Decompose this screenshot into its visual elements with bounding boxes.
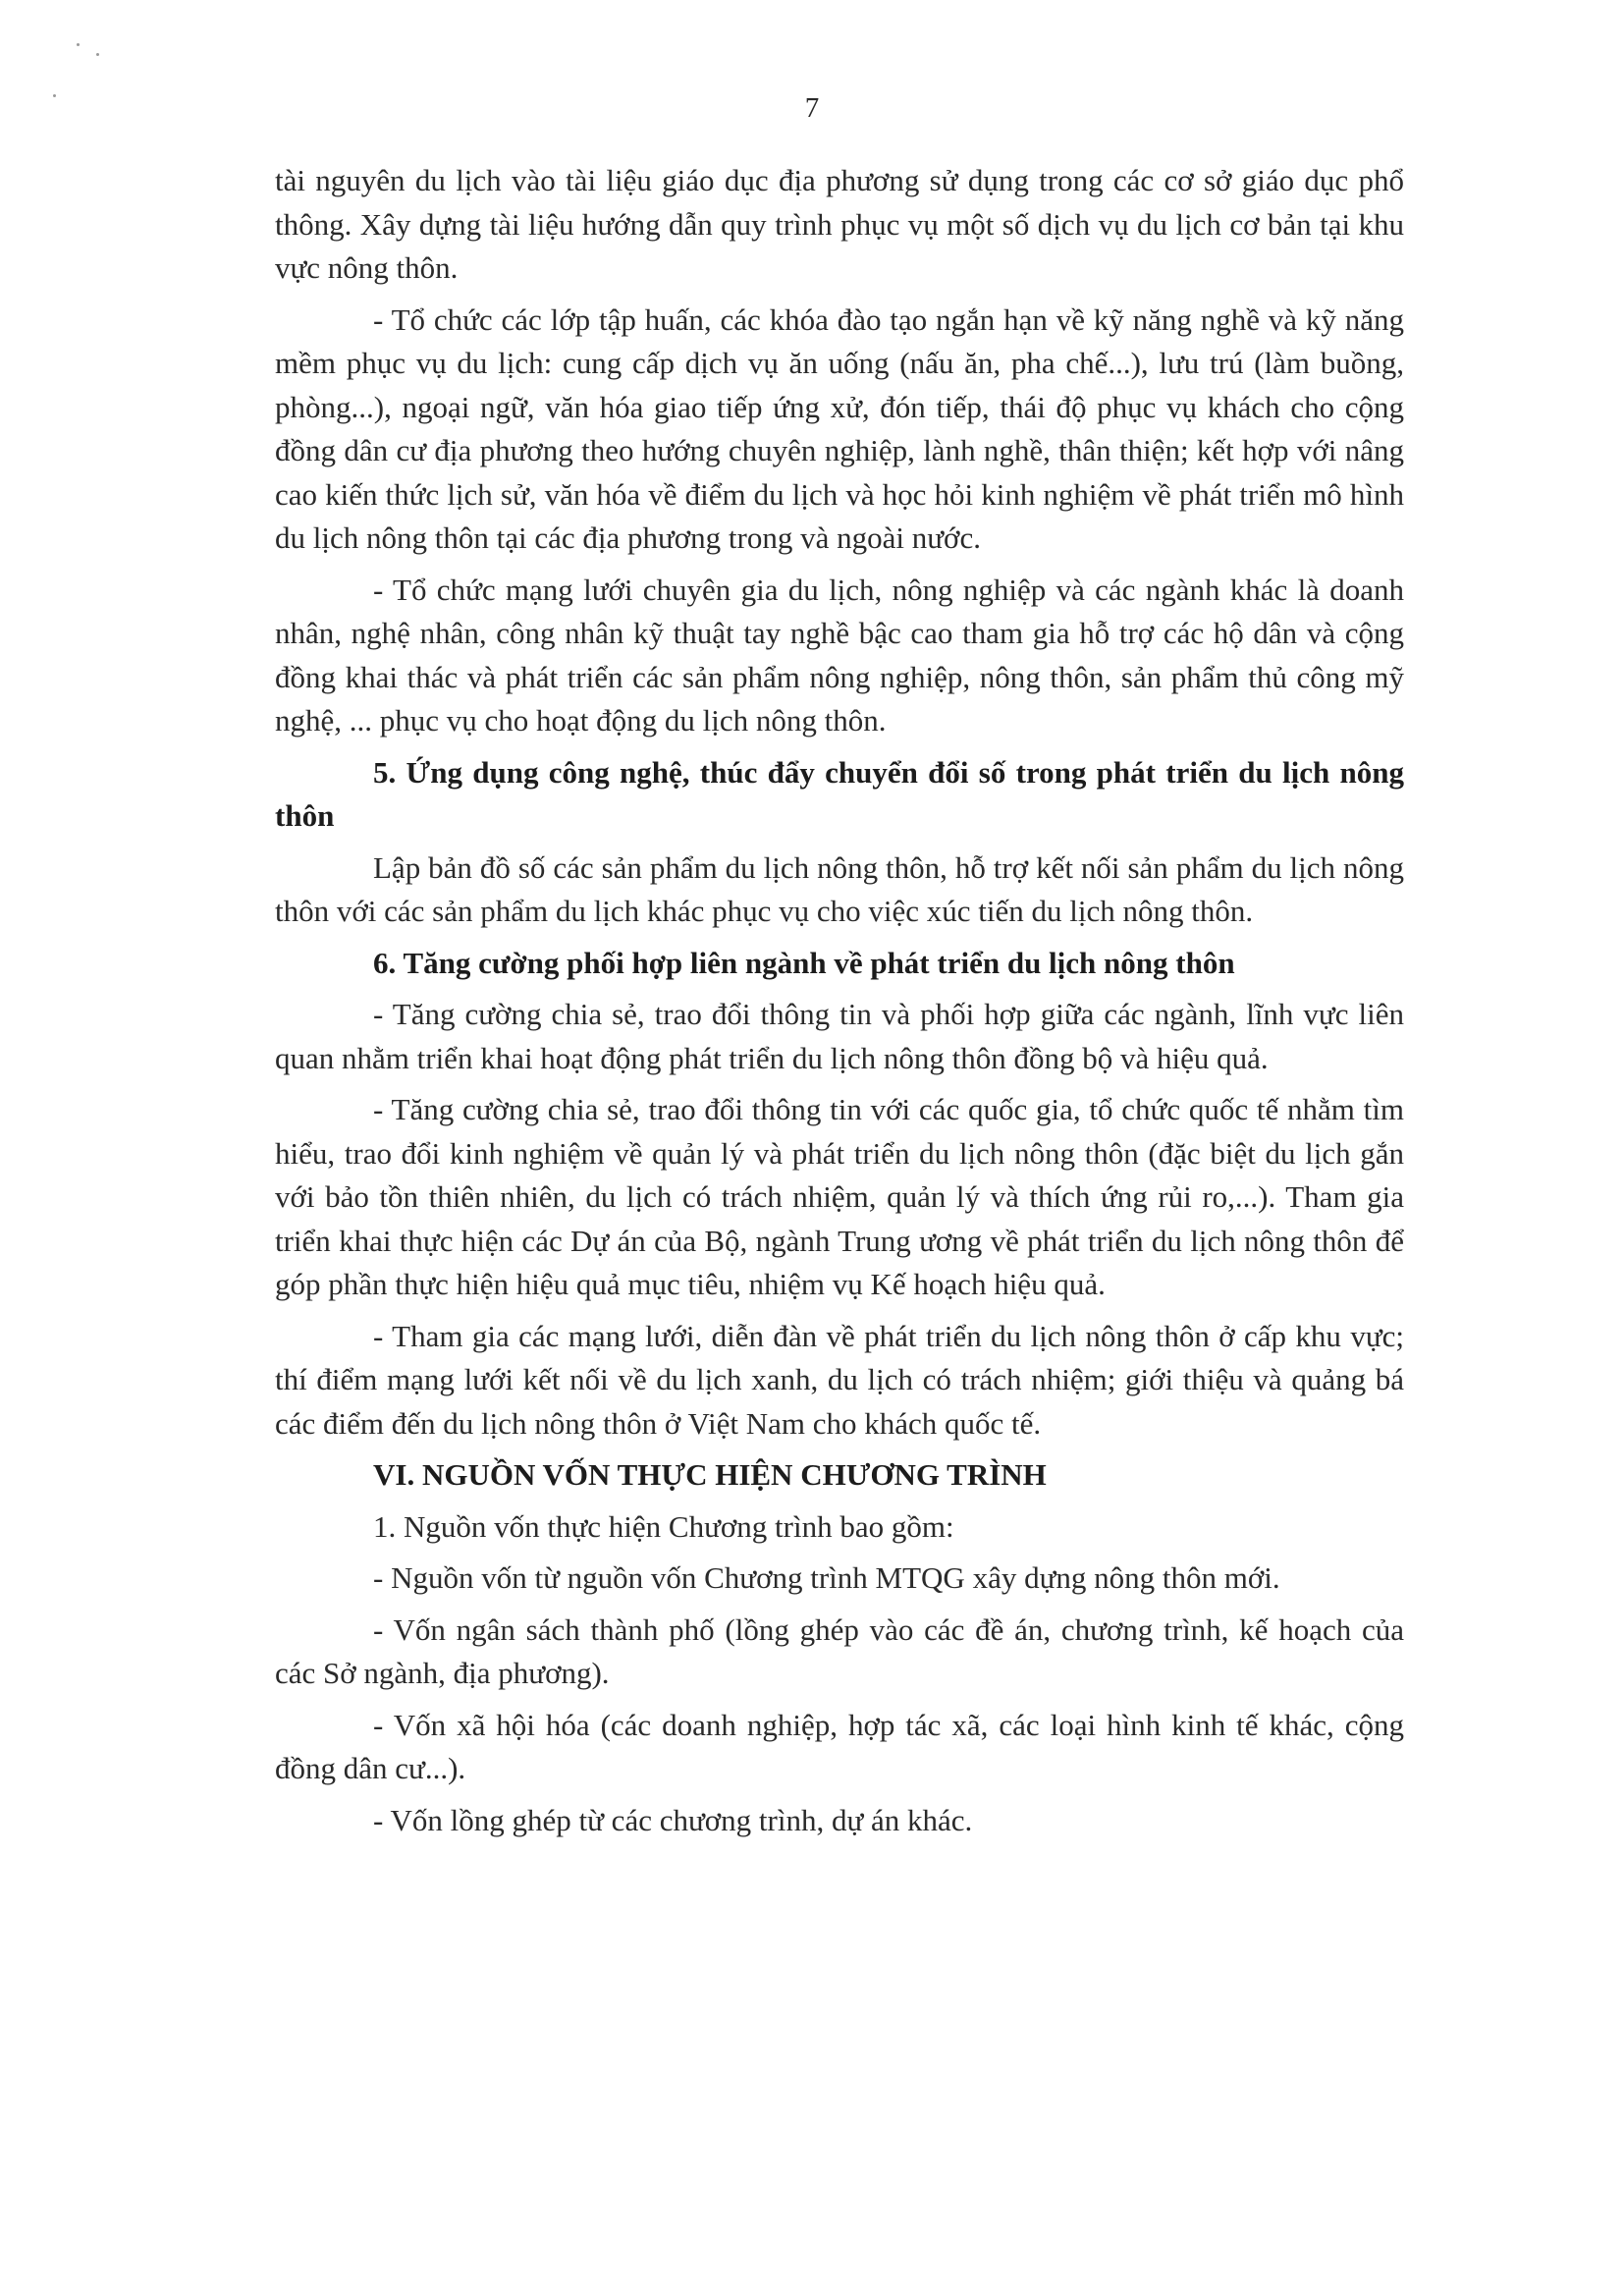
paragraph-network-participation: - Tham gia các mạng lưới, diễn đàn về phát triển du lịch nông thôn ở cấp khu vực; thí điểm mạng lưới kết nối về du lịch xanh, du lịch có trách nhiệm; giới thiệu và quảng bá các điểm đến du lịch nông thôn ở Việt Nam cho khách quốc tế. — [275, 1318, 1404, 1441]
paragraph-digital-map: Lập bản đồ số các sản phẩm du lịch nông thôn, hỗ trợ kết nối sản phẩm du lịch nông thôn với các sản phẩm du lịch khác phục vụ cho việc xúc tiến du lịch nông thôn. — [275, 849, 1404, 928]
list-item-city-budget: - Vốn ngân sách thành phố (lồng ghép vào các đề án, chương trình, kế hoạch của các Sở ngành, địa phương). — [275, 1611, 1404, 1690]
section-heading-interagency-coordination: 6. Tăng cường phối hợp liên ngành về phát triển du lịch nông thôn — [373, 945, 1235, 980]
paragraph-information-sharing: - Tăng cường chia sẻ, trao đổi thông tin và phối hợp giữa các ngành, lĩnh vực liên quan nhằm triển khai hoạt động phát triển du lịch nông thôn đồng bộ và hiệu quả. — [275, 997, 1404, 1075]
list-item-mtqg-funding: - Nguồn vốn từ nguồn vốn Chương trình MTQG xây dựng nông thôn mới. — [373, 1560, 1280, 1595]
section-heading-funding-sources: VI. NGUỒN VỐN THỰC HIỆN CHƯƠNG TRÌNH — [373, 1457, 1047, 1492]
paragraph-international-exchange: - Tăng cường chia sẻ, trao đổi thông tin với các quốc gia, tổ chức quốc tế nhằm tìm hiểu, trao đổi kinh nghiệm về quản lý và phát triển du lịch nông thôn (đặc biệt du lịch gắn với bảo tồn thiên nhiên, du lịch có trách nhiệm, quản lý và thích ứng rủi ro,...). Tham gia triển khai thực hiện các Dự án của Bộ, ngành Trung ương về phát triển du lịch nông thôn để góp phần thực hiện hiệu quả mục tiêu, nhiệm vụ Kế hoạch hiệu quả. — [275, 1092, 1404, 1301]
section-heading-digital-transformation: 5. Ứng dụng công nghệ, thúc đẩy chuyển đổi số trong phát triển du lịch nông thôn — [275, 754, 1404, 833]
document-body — [275, 159, 1404, 1850]
paragraph-training-courses: - Tổ chức các lớp tập huấn, các khóa đào tạo ngắn hạn về kỹ năng nghề và kỹ năng mềm phục vụ du lịch: cung cấp dịch vụ ăn uống (nấu ăn, pha chế...), lưu trú (làm buồng, phòng...), ngoại ngữ, văn hóa giao tiếp ứng xử, đón tiếp, thái độ phục vụ khách cho cộng đồng dân cư địa phương theo hướng chuyên nghiệp, lành nghề, thân thiện; kết hợp với nâng cao kiến thức lịch sử, văn hóa về điểm du lịch và học hỏi kinh nghiệm về phát triển mô hình du lịch nông thôn tại các địa phương trong và ngoài nước. — [275, 301, 1404, 555]
list-item-socialized-funding: - Vốn xã hội hóa (các doanh nghiệp, hợp tác xã, các loại hình kinh tế khác, cộng đồng dân cư...). — [275, 1707, 1404, 1785]
page-number: 7 — [804, 92, 820, 124]
paragraph-expert-network: - Tổ chức mạng lưới chuyên gia du lịch, nông nghiệp và các ngành khác là doanh nhân, nghệ nhân, công nhân kỹ thuật tay nghề bậc cao tham gia hỗ trợ các hộ dân và cộng đồng khai thác và phát triển các sản phẩm nông nghiệp, nông thôn, sản phẩm thủ công mỹ nghệ, ... phục vụ cho hoạt động du lịch nông thôn. — [275, 572, 1404, 737]
paragraph-funding-intro: 1. Nguồn vốn thực hiện Chương trình bao gồm: — [373, 1508, 954, 1544]
list-item-integrated-funding: - Vốn lồng ghép từ các chương trình, dự án khác. — [373, 1802, 973, 1837]
paragraph-tourism-resources: tài nguyên du lịch vào tài liệu giáo dục địa phương sử dụng trong các cơ sở giáo dục phổ thông. Xây dựng tài liệu hướng dẫn quy trình phục vụ một số dịch vụ du lịch cơ bản tại khu vực nông thôn. — [275, 163, 1404, 285]
